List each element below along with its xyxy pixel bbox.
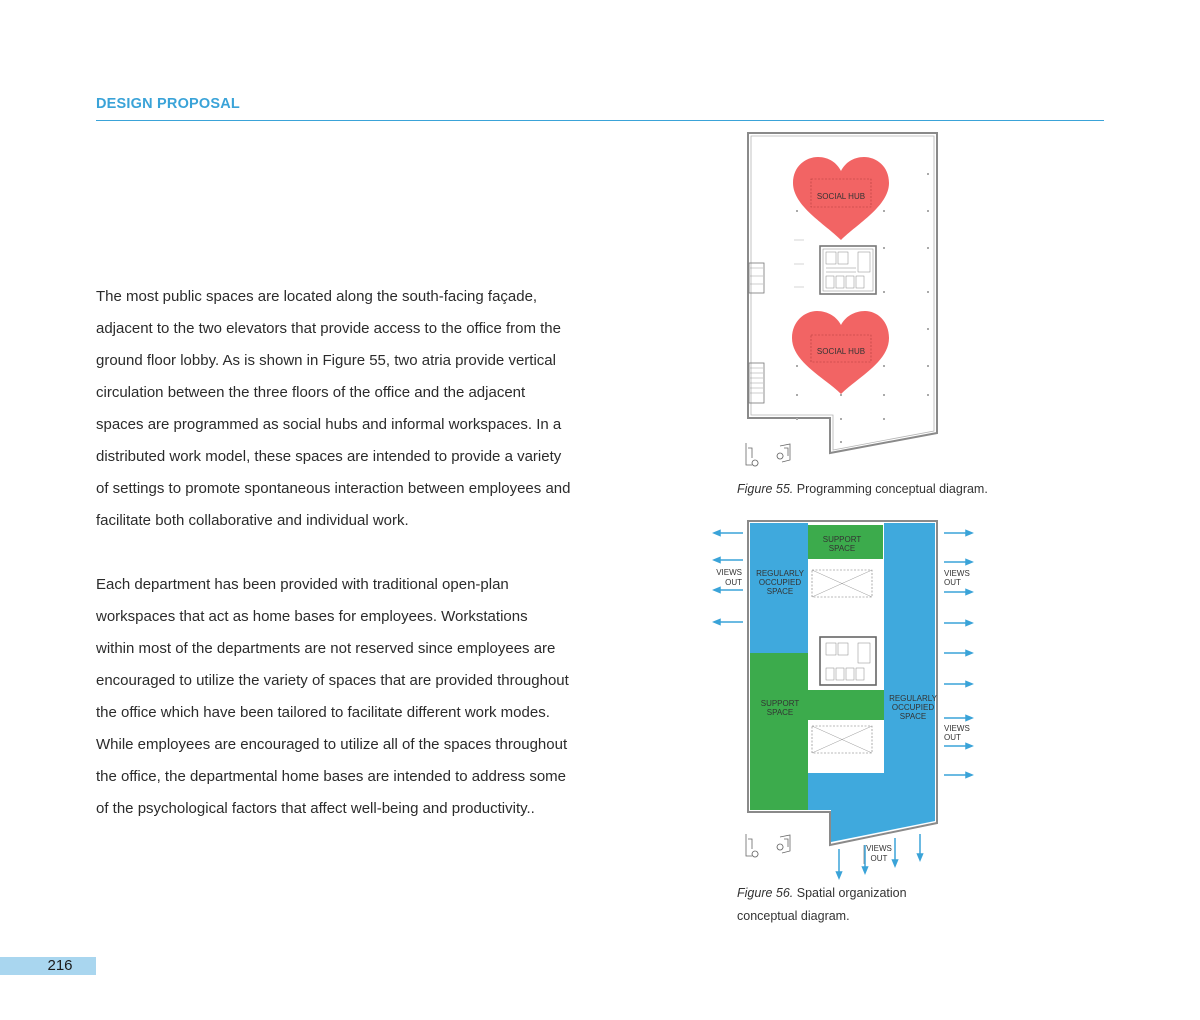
text-line: the office, the departmental home bases are intended to address some: [96, 768, 567, 785]
views-right-top-label-2: OUT: [944, 578, 961, 587]
views-right-mid-label-2: OUT: [944, 733, 961, 742]
regularly-right-label-1: REGULARLY: [889, 694, 937, 703]
regularly-right-label-3: SPACE: [899, 712, 927, 721]
paragraph-home-bases: [96, 569, 616, 825]
figure-56-number: Figure 56.: [737, 886, 794, 900]
social-hub-label-bottom: SOCIAL HUB: [816, 347, 866, 356]
text-line: spaces are programmed as social hubs and informal workspaces. In a: [96, 416, 562, 433]
text-line: ground floor lobby. As is shown in Figure 55, two atria provide vertical: [96, 352, 556, 369]
text-line: encouraged to utilize the variety of spaces that are provided throughout: [96, 672, 569, 689]
text-line: facilitate both collaborative and individual work.: [96, 512, 409, 529]
text-line: The most public spaces are located along the south-facing façade,: [96, 288, 538, 305]
elevator-core-56: [820, 637, 876, 685]
figure-56-caption-text-1: Spatial organization: [793, 886, 907, 900]
text-line: of settings to promote spontaneous interaction between employees and: [96, 480, 571, 497]
north-arrow-icon: [746, 834, 790, 857]
text-line: the office which have been tailored to facilitate different work modes.: [96, 704, 550, 721]
figure-56-caption-line-1: [737, 882, 907, 905]
views-left-label-1: VIEWS: [716, 568, 742, 577]
social-hub-label-top: SOCIAL HUB: [816, 192, 866, 201]
regularly-left-label-3: SPACE: [766, 587, 794, 596]
page-number: 216: [47, 957, 73, 974]
figure-55-caption-text: Programming conceptual diagram.: [793, 482, 988, 496]
text-line: within most of the departments are not reserved since employees are: [96, 640, 556, 657]
figure-56-caption: [737, 882, 907, 928]
text-line: While employees are encouraged to utilize all of the spaces throughout: [96, 736, 568, 753]
regularly-left-label-2: OCCUPIED: [758, 578, 802, 587]
text-line: of the psychological factors that affect well-being and productivity..: [96, 800, 535, 817]
figure-55-caption: [737, 478, 988, 501]
figure-55-number: Figure 55.: [737, 482, 794, 496]
views-right-mid-label-1: VIEWS: [944, 724, 970, 733]
regularly-right-label-2: OCCUPIED: [891, 703, 935, 712]
regularly-left-label-1: REGULARLY: [756, 569, 804, 578]
views-bottom-label-2: OUT: [870, 854, 888, 863]
text-line: circulation between the three floors of the office and the adjacent: [96, 384, 526, 401]
text-line: adjacent to the two elevators that provide access to the office from the: [96, 320, 561, 337]
views-left-label-2: OUT: [725, 578, 742, 587]
support-left-label-1: SUPPORT: [760, 699, 800, 708]
north-arrow-icon: [746, 443, 790, 466]
views-bottom-label-1: VIEWS: [866, 844, 892, 853]
support-top-label-1: SUPPORT: [822, 535, 862, 544]
elevator-core: [820, 246, 876, 294]
section-title: DESIGN PROPOSAL: [96, 96, 240, 112]
views-right-top-label-1: VIEWS: [944, 569, 970, 578]
figure-55-floor-plan: [730, 128, 950, 473]
text-line: distributed work model, these spaces are intended to provide a variety: [96, 448, 562, 465]
figure-56-caption-line-2: conceptual diagram.: [737, 909, 850, 923]
paragraph-public-spaces: [96, 281, 616, 537]
figure-56-spatial-diagram: [700, 516, 990, 886]
header-divider: [96, 120, 1104, 121]
text-line: workspaces that act as home bases for employees. Workstations: [96, 608, 528, 625]
support-left-label-2: SPACE: [766, 708, 794, 717]
text-line: Each department has been provided with traditional open-plan: [96, 576, 509, 593]
support-top-label-2: SPACE: [828, 544, 856, 553]
